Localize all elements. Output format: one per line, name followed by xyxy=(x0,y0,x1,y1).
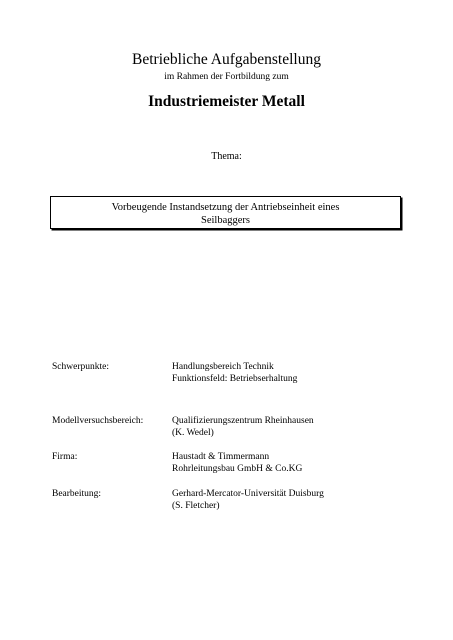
topic-text-line-1: Vorbeugende Instandsetzung der Antriebseinheit eines xyxy=(111,202,340,213)
topic-box xyxy=(50,196,401,229)
topic-label: Thema: xyxy=(211,151,242,162)
info-value: (K. Wedel) xyxy=(172,428,214,438)
info-value: Handlungsbereich Technik xyxy=(172,362,274,372)
info-value: Haustadt & Timmermann xyxy=(172,452,270,462)
info-label: Modellversuchsbereich: xyxy=(52,416,144,426)
topic-text-line-2: Seilbaggers xyxy=(201,215,250,226)
info-label: Bearbeitung: xyxy=(52,489,102,499)
info-values xyxy=(172,415,412,439)
info-value: Rohrleitungsbau GmbH & Co.KG xyxy=(172,464,303,474)
info-value: Qualifizierungszentrum Rheinhausen xyxy=(172,416,314,426)
document-title: Betriebliche Aufgabenstellung xyxy=(132,51,321,68)
info-value: Funktionsfeld: Betriebserhaltung xyxy=(172,374,298,384)
info-value: Gerhard-Mercator-Universität Duisburg xyxy=(172,489,324,499)
info-value: (S. Fletcher) xyxy=(172,501,220,511)
info-values xyxy=(172,488,412,512)
info-values xyxy=(172,361,412,385)
info-label: Schwerpunkte: xyxy=(52,362,109,372)
info-values xyxy=(172,451,412,475)
document-subtitle: im Rahmen der Fortbildung zum xyxy=(164,72,289,82)
info-label: Firma: xyxy=(52,452,78,462)
qualification-title: Industriemeister Metall xyxy=(148,93,305,110)
